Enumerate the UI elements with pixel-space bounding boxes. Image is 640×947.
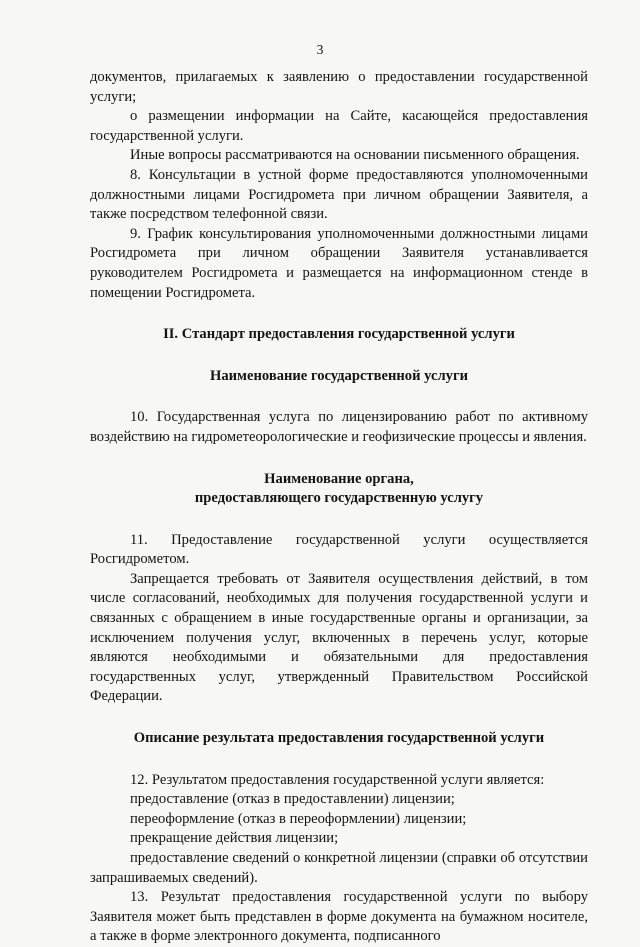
spacer: [90, 749, 588, 771]
paragraph: Иные вопросы рассматриваются на основании письменного обращения.: [130, 147, 580, 164]
section-heading: Описание результата предоставления государственной услуги: [133, 730, 545, 747]
section-heading: II. Стандарт предоставления государственной услуги: [163, 326, 515, 343]
spacer: [90, 509, 588, 531]
paragraph: 12. Результатом предоставления государственной услуги является:: [130, 771, 545, 788]
spacer: [90, 386, 588, 408]
paragraph: прекращение действия лицензии;: [130, 830, 339, 847]
spacer: [90, 707, 588, 729]
spacer: [90, 345, 588, 367]
page-number: 3: [316, 42, 324, 57]
paragraph: предоставление (отказ в предоставлении) лицензии;: [130, 791, 455, 808]
section-heading: Наименование органа,: [264, 470, 414, 487]
paragraph: переоформление (отказ в переоформлении) лицензии;: [130, 810, 467, 827]
paragraph: 9. График консультирования уполномоченными должностными лицами Росгидромета при личном обращении Заявителя устанавливается руководителем Росгидромета и размещается на информационном стенде в помещении Росгидромета.: [90, 225, 588, 301]
document-body: [90, 68, 588, 947]
paragraph: о размещении информации на Сайте, касающейся предоставления государственной услуги.: [90, 108, 588, 144]
paragraph: предоставление сведений о конкретной лицензии (справки об отсутствии запрашиваемых сведений).: [90, 850, 588, 886]
spacer: [90, 448, 588, 470]
section-heading: предоставляющего государственную услугу: [194, 490, 484, 507]
paragraph: 13. Результат предоставления государственной услуги по выбору Заявителя может быть представлен в форме документа на бумажном носителе, а также в форме электронного документа, подписанного: [90, 889, 588, 945]
paragraph: Запрещается требовать от Заявителя осуществления действий, в том числе согласований, необходимых для получения государственной услуги и связанных с обращением в иные государственные органы и организации, за исключением получения услуг, включенных в перечень услуг, которые являются необходимыми и обязательными для предоставления государственных услуг, утвержденный Правительством Российской Федерации.: [90, 570, 588, 705]
paragraph: документов, прилагаемых к заявлению о предоставлении государственной услуги;: [90, 69, 588, 105]
paragraph: 8. Консультации в устной форме предоставляются уполномоченными должностными лицами Росгидромета при личном обращении Заявителя, а также посредством телефонной связи.: [90, 166, 588, 223]
paragraph: 10. Государственная услуга по лицензированию работ по активному воздействию на гидрометеорологические и геофизические процессы и явления.: [90, 409, 588, 445]
paragraph: 11. Предоставление государственной услуги осуществляется Росгидрометом.: [90, 531, 588, 568]
spacer: [90, 303, 588, 325]
section-heading: Наименование государственной услуги: [210, 367, 468, 384]
